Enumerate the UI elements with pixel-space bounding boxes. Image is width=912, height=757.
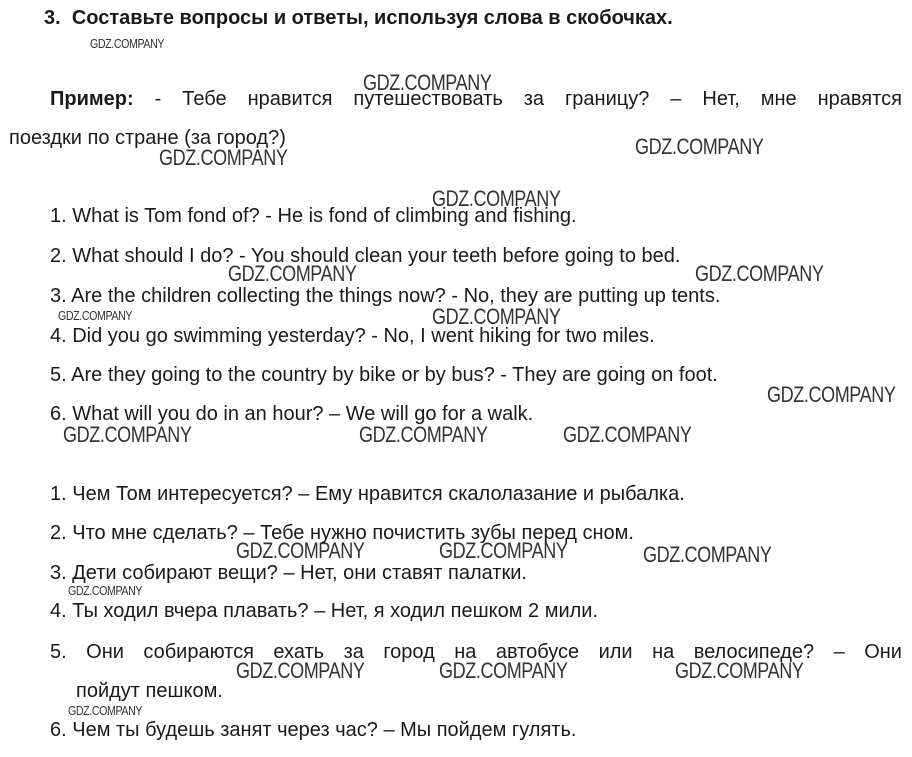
russian-answer-1: 1. Чем Том интересуется? – Ему нравится скалолазание и рыбалка. (50, 483, 685, 505)
task-heading (44, 6, 673, 30)
russian-answer-6: 6. Чем ты будешь занят через час? – Мы пойдем гулять. (50, 719, 577, 741)
russian-answer-5-word: на (454, 641, 477, 663)
english-answer-5: 5. Are they going to the country by bike or by bus? - They are going on foot. (50, 364, 718, 386)
watermark: GDZ.COMPANY (68, 583, 143, 598)
russian-answer-5-word: город (383, 641, 435, 663)
example-word: путешествовать (353, 88, 503, 110)
watermark: GDZ.COMPANY (58, 308, 133, 323)
watermark: GDZ.COMPANY (236, 658, 365, 683)
russian-answer-2: 2. Что мне сделать? – Тебе нужно почистить зубы перед сном. (50, 522, 634, 544)
russian-answer-5-word: автобусе (495, 641, 580, 663)
english-answer-1: 1. What is Tom fond of? - He is fond of climbing and fishing. (50, 205, 577, 227)
english-answer-4: 4. Did you go swimming yesterday? - No, I went hiking for two miles. (50, 325, 655, 347)
watermark: GDZ.COMPANY (363, 70, 492, 95)
watermark: GDZ.COMPANY (675, 658, 804, 683)
example-word: Нет, (702, 88, 740, 110)
english-answer-2: 2. What should I do? - You should clean your teeth before going to bed. (50, 245, 681, 267)
watermark: GDZ.COMPANY (432, 186, 561, 211)
english-answer-3: 3. Are the children collecting the things now? - No, they are putting up tents. (50, 285, 721, 307)
example-word: нравится (247, 88, 333, 110)
russian-answer-5-word: за (343, 641, 364, 663)
watermark: GDZ.COMPANY (439, 658, 568, 683)
watermark: GDZ.COMPANY (767, 382, 896, 407)
example-label: Пример: (50, 88, 134, 110)
russian-answer-5-word: 5. (50, 641, 67, 663)
example-line-2: поездки по стране (за город?) (9, 127, 286, 149)
watermark: GDZ.COMPANY (68, 703, 143, 718)
russian-answer-3: 3. Дети собирают вещи? – Нет, они ставят палатки. (50, 562, 527, 584)
russian-answer-5-word: велосипеде? (693, 641, 815, 663)
russian-answer-4: 4. Ты ходил вчера плавать? – Нет, я ходил пешком 2 мили. (50, 600, 599, 622)
russian-answer-5-word: Они (864, 641, 902, 663)
watermark: GDZ.COMPANY (236, 538, 365, 563)
example-word: мне (760, 88, 797, 110)
example-word: нравятся (817, 88, 902, 110)
example-word: – (670, 88, 682, 110)
watermark: GDZ.COMPANY (695, 261, 824, 286)
watermark: GDZ.COMPANY (635, 134, 764, 159)
russian-answer-5-word: ехать (273, 641, 325, 663)
example-word: Тебе (182, 88, 227, 110)
russian-answer-5-word: на (652, 641, 675, 663)
watermark: GDZ.COMPANY (643, 542, 772, 567)
russian-answer-5-word: – (833, 641, 845, 663)
watermark: GDZ.COMPANY (432, 304, 561, 329)
watermark: GDZ.COMPANY (563, 422, 692, 447)
watermark: GDZ.COMPANY (439, 538, 568, 563)
russian-answer-5-continuation: пойдут пешком. (76, 680, 223, 702)
example-word: за (523, 88, 545, 110)
task-title: Составьте вопросы и ответы, используя слова в скобочках. (71, 7, 673, 29)
watermark: GDZ.COMPANY (159, 145, 288, 170)
russian-answer-5-word: или (598, 641, 633, 663)
example-word: границу? (565, 88, 650, 110)
watermark: GDZ.COMPANY (359, 422, 488, 447)
watermark: GDZ.COMPANY (228, 261, 357, 286)
watermark: GDZ.COMPANY (90, 36, 165, 51)
russian-answer-5-word: собираются (143, 641, 254, 663)
english-answer-6: 6. What will you do in an hour? – We will go for a walk. (50, 403, 534, 425)
russian-answer-5-word: Они (86, 641, 124, 663)
task-number: 3. (44, 7, 61, 29)
example-word: - (154, 88, 162, 110)
watermark: GDZ.COMPANY (63, 422, 192, 447)
